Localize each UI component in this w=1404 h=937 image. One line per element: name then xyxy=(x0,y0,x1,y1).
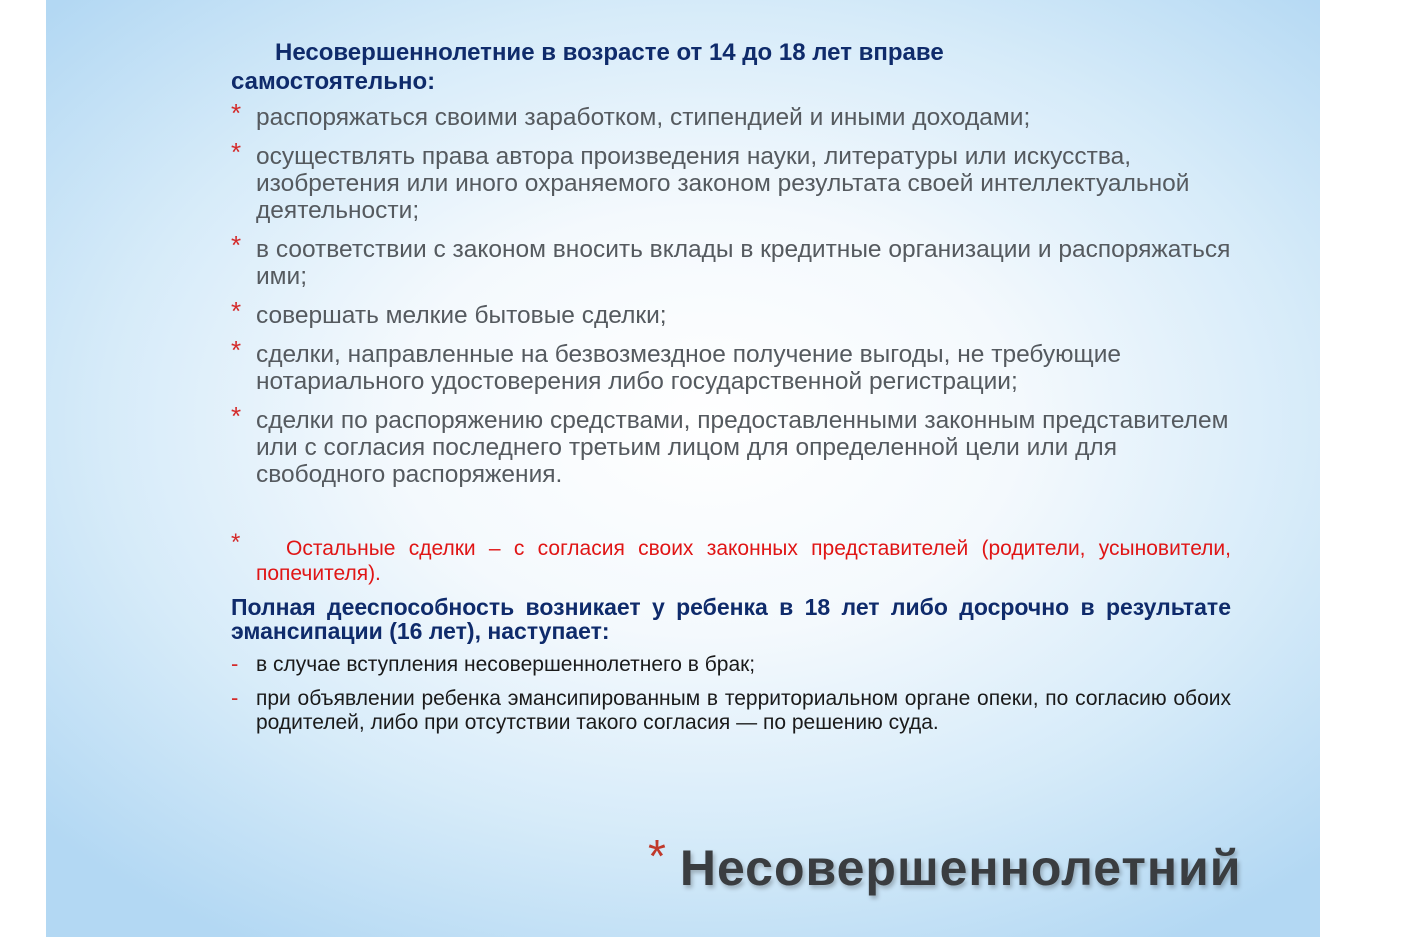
conditions-list xyxy=(231,653,1231,735)
asterisk-icon: * xyxy=(648,830,666,882)
asterisk-bullet-icon: * xyxy=(231,98,242,128)
dash-bullet-icon: - xyxy=(231,685,239,710)
asterisk-bullet-icon: * xyxy=(231,230,242,260)
list-item: * сделки по распоряжению средствами, предоставленными законным представителем или с согласия последнего третьим лицом для определенной цели или для свободного распоряжения. xyxy=(231,401,1229,488)
asterisk-bullet-icon: * xyxy=(231,401,242,431)
slide-title xyxy=(648,830,1242,898)
heading-line-2: самостоятельно: xyxy=(231,68,436,95)
slide-title-text: Несовершеннолетний xyxy=(679,840,1242,896)
asterisk-bullet-icon: * xyxy=(231,137,242,167)
slide xyxy=(46,0,1320,937)
asterisk-bullet-icon: * xyxy=(231,529,241,556)
asterisk-bullet-icon: * xyxy=(231,296,242,326)
list-item: * осуществлять права автора произведения науки, литературы или искусства, изобретения или иного охраняемого законом результата своей интеллектуальной деятельности; xyxy=(231,137,1190,224)
dash-bullet-icon: - xyxy=(231,651,239,676)
slide-content xyxy=(231,38,1231,745)
slide-heading xyxy=(231,38,1231,96)
list-item: - при объявлении ребенка эмансипированным в территориальном органе опеки, по согласию обоих родителей, либо при отсутствии такого согласия — по решению суда. xyxy=(231,685,1231,734)
list-item: * сделки, направленные на безвозмездное получение выгоды, не требующие нотариального удостоверения либо государственной регистрации; xyxy=(231,335,1122,395)
list-item: * совершать мелкие бытовые сделки; xyxy=(231,296,667,329)
list-item: - в случае вступления несовершеннолетнего в брак; xyxy=(231,651,756,676)
list-item: * распоряжаться своими заработком, стипендией и иными доходами; xyxy=(231,98,1031,131)
heading-line-1: Несовершеннолетние в возрасте от 14 до 18 лет вправе xyxy=(275,39,944,66)
rights-list xyxy=(231,98,1231,488)
asterisk-bullet-icon: * xyxy=(231,335,242,365)
other-deals-note: * Остальные сделки – с согласия своих законных представителей (родители, усыновители, попечителя). xyxy=(231,529,1231,585)
full-capacity-heading: Полная дееспособность возникает у ребенка в 18 лет либо досрочно в результате эмансипации (16 лет), наступает: xyxy=(231,594,1231,644)
list-item: * в соответствии с законом вносить вклады в кредитные организации и распоряжаться ими; xyxy=(231,230,1231,290)
